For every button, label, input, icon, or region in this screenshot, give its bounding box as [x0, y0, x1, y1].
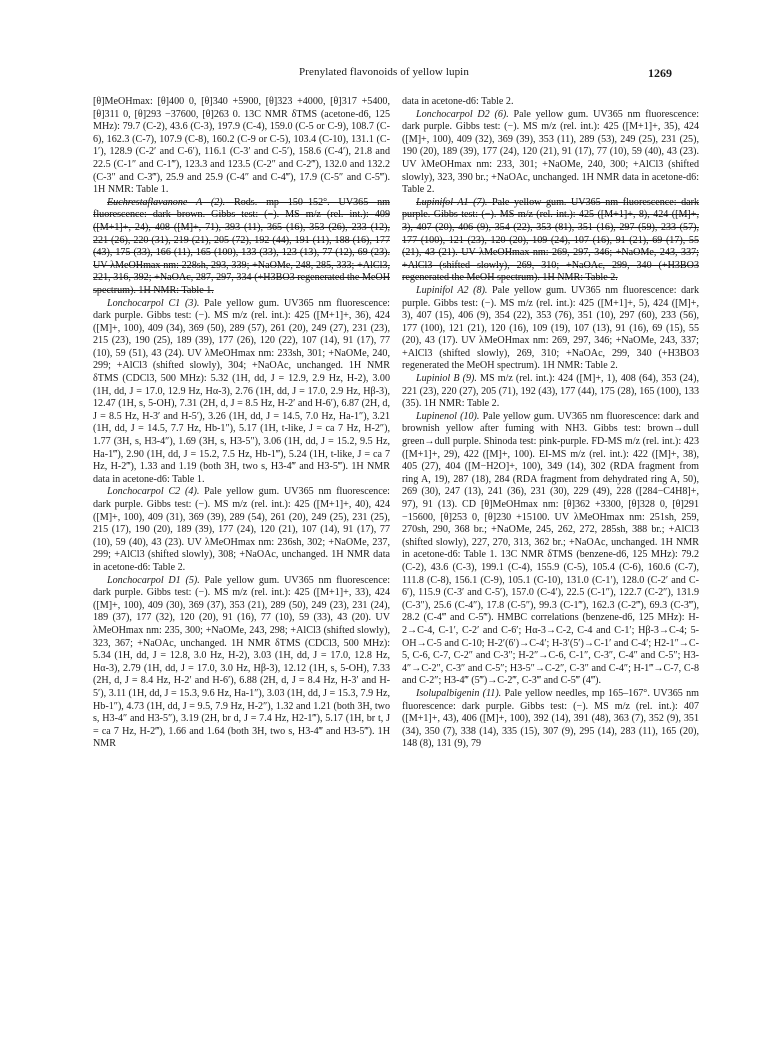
paragraph-compound-9	[402, 373, 699, 411]
compound-name: Lonchocarpol C1 (3).	[107, 297, 200, 309]
compound-name: Lupinifol A2 (8).	[416, 284, 488, 296]
compound-name: Euchrestaflavanone A (2).	[107, 196, 226, 208]
compound-name: Lonchocarpol D2 (6).	[416, 108, 509, 120]
compound-data: Rods. mp 150–152°. UV365 nm fluorescence: dark brown. Gibbs test: (−). MS m/z (rel. int.): 409 ([M+1]+, 24), 408 ([M]+, 71), 393 (11), 365 (16), 353 (26), 233 (12), 221 (26), 220 (31), 219 (21), 205 (72), 192 (44), 191 (11), 188 (16), 177 (43), 175 (33), 166 (11), 165 (100), 133 (33), 123 (13), 77 (12), 69 (23). UV λMeOHmax nm: 228sh, 293, 339; +NaOMe, 248, 285, 333; +AlCl3, 221, 316, 392; +NaOAc, 287, 297, 334 (+H3BO3 regenerated the MeOH spectrum). 1H NMR: Table 1.	[93, 196, 390, 296]
paragraph-compound-6	[402, 109, 699, 197]
paragraph-compound-5	[93, 575, 390, 751]
compound-data: Pale yellow gum. UV365 nm fluorescence: dark purple. Gibbs test: (−). MS m/z (rel. int.): 425 ([M+1]+, 5), 424 ([M]+, 3), 407 (15), 406 (9), 354 (22), 353 (76), 351 (10), 297 (60), 233 (56), 177 (100), 121 (21), 120 (16), 109 (19), 107 (13), 91 (16), 69 (15), 55 (20), 43 (17). UV λMeOHmax nm: 269, 297, 346; +NaOMe, 243, 337; +AlCl3 (shifted slowly), 269, 310; +NaOAc, 299, 340 (+H3BO3 regenerated the MeOH spectrum). 1H NMR: Table 2.	[402, 284, 700, 372]
compound-data: Pale yellow gum. UV365 nm fluorescence: dark purple. Gibbs test: (−). MS m/z (rel. int.): 425 ([M+1]+, 35), 424 ([M]+, 100), 409 (32), 369 (39), 353 (11), 289 (53), 249 (25), 231 (25), 190 (20), 189 (39), 177 (24), 120 (21), 91 (17), 77 (10), 59 (40), 43 (23). UV λMeOHmax nm: 233, 301; +NaOMe, 240, 300; +AlCl3 (shifted slowly), 323, 390 br.; +NaOAc, unchanged. 1H NMR data in acetone-d6: Table 2.	[402, 108, 699, 196]
left-column	[93, 96, 390, 751]
running-title: Prenylated flavonoids of yellow lupin	[299, 66, 469, 78]
paragraph-compound-11	[402, 688, 699, 751]
compound-data: Pale yellow gum. UV365 nm fluorescence: dark purple. Gibbs test: (−). MS m/z (rel. int.): 425 ([M+1]+, 8), 424 ([M]+, 3), 407 (20), 406 (9), 354 (22), 353 (81), 351 (16), 297 (59), 233 (57), 177 (100), 121 (23), 120 (20), 109 (24), 107 (16), 91 (21), 69 (17), 55 (21), 43 (21). UV λMeOHmax nm: 269, 297, 346; +NaOMe, 243, 337; +AlCl3 (shifted slowly), 269, 310; +NaOAc, 299, 340 (+H3BO3 regenerated the MeOH spectrum). 1H NMR: Table 2.	[402, 196, 700, 284]
compound-data: Pale yellow gum. UV365 nm fluorescence: dark purple. Gibbs test: (−). MS m/z (rel. int.): 425 ([M+1]+, 33), 424 ([M]+, 100), 409 (30), 369 (37), 353 (21), 289 (50), 249 (23), 231 (24), 189 (37), 177 (32), 120 (20), 91 (16), 77 (10), 59 (33), 43 (20). UV λMeOHmax nm: 235, 300; +NaOMe, 243, 298; +AlCl3 (shifted slowly), 323, 367; +NaOAc, unchanged. 1H NMR δTMS (CDCl3, 500 MHz): 5.34 (1H, dd, J = 12.8, 3.0 Hz, H-2), 3.03 (1H, dd, J = 17.0, 12.8 Hz, Hα-3), 2.79 (1H, dd, J = 17.0, 3.0 Hz, Hβ-3), 12.12 (1H, s, 5-OH), 7.33 (2H, d, J = 8.4 Hz, H-2′ and H-6′), 6.88 (2H, d, J = 8.4 Hz, H-3′ and H-5′), 3.11 (1H, dd, J = 15.3, 9.6 Hz, Ha-1″), 3.03 (1H, dd, J = 15.3, 7.9 Hz, Hb-1″), 4.73 (1H, dd, J = 9.5, 7.9 Hz, H-2″), 1.32 and 1.21 (both 3H, two s, H3-4″ and H3-5″), 3.19 (2H, br d, J = 7.4 Hz, H2-1‴), 5.17 (1H, br t, J = ca 7 Hz, H-2‴), 1.66 and 1.64 (both 3H, two s, H3-4‴ and H3-5‴). 1H NMR	[93, 574, 390, 750]
compound-data: Pale yellow gum. UV365 nm fluorescence: dark and brownish yellow after fuming with NH3. Gibbs test: brown→dull green→dull purple. Shinoda test: pink-purple. FD-MS m/z (rel. int.): 423 ([M+1]+, 29), 422 ([M]+, 100). EI-MS m/z (rel. int.): 422 ([M]+, 38), 405 (27), 404 ([M−H2O]+, 100), 349 (14), 302 (RDA fragment from ring A, 19), 287 (18), 284 (RDA fragment from dehydrated ring A, 50), 269 (30), 247 (13), 241 (36), 231 (30), 229 (49), 228 ([284−C4H8]+, 97), 91 (13). CD [θ]MeOHmax nm: [θ]362 +3300, [θ]328 0, [θ]291 −15600, [θ]253 0, [θ]230 +15100. UV λMeOHmax nm: 251sh, 259, 270sh, 290, 368 br.; +NaOMe, 245, 262, 272, 285sh, 388 br.; +AlCl3 (shifted slowly), 227, 270, 313, 362 br.; +NaOAc, unchanged. 1H NMR in acetone-d6: Table 1. 13C NMR δTMS (benzene-d6, 125 MHz): 79.2 (C-2), 43.6 (C-3), 199.1 (C-4), 155.9 (C-5), 105.4 (C-6), 160.6 (C-7), 111.8 (C-8), 156.1 (C-9), 105.1 (C-10), 131.0 (C-1′), 128.0 (C-2′ and C-6′), 115.9 (C-3′ and C-5′), 157.0 (C-4′), 22.5 (C-1″), 122.7 (C-2″), 131.9 (C-3″), 25.6 (C-4″), 17.8 (C-5″), 99.3 (C-1‴), 162.3 (C-2‴), 69.3 (C-3‴), 28.2 (C-4‴ and C-5‴). HMBC correlations (benzene-d6, 125 MHz): H-2→C-4, C-1′, C-2′ and C-6′; Hα-3→C-2, C-4 and C-1′; Hβ-3→C-4; 5-OH→C-5 and C-10; H-2′(6′)→C-4′; H-3′(5′)→C-1′ and C-4′; H2-1″→C-5, C-6, C-7, C-2″ and C-3″; H-2″→C-6, C-1″, C-3″, C-4″ and C-5″; H3-4″→C-2″, C-3″ and C-5″; H3-5″→C-2″, C-3″ and C-4″; H-1‴→C-7, C-8 and C-2″; H3-4‴ (5‴)→C-2‴, C-3‴ and C-5‴ (4‴).	[402, 410, 699, 687]
paragraph-compound-10	[402, 411, 699, 688]
compound-name: Lupinenol (10).	[416, 410, 480, 422]
paragraph-continuation: data in acetone-d6: Table 2.	[402, 96, 514, 107]
paragraph-compound-1-data: [θ]MeOHmax: [θ]400 0, [θ]340 +5900, [θ]323 +4000, [θ]317 +5400, [θ]311 0, [θ]293 −37600, [θ]263 0. 13C NMR δTMS (acetone-d6, 125 MHz): 79.7 (C-2), 43.6 (C-3), 197.9 (C-4), 159.0 (C-5 or C-9), 108.7 (C-6), 162.3 (C-7), 107.9 (C-8), 160.2 (C-9 or C-5), 103.4 (C-10), 131.1 (C-1′), 128.9 (C-2′ and C-6′), 116.1 (C-3′ and C-5′), 158.6 (C-4′), 21.8 and 22.5 (C-1″ and C-1‴), 123.3 and 123.5 (C-2″ and C-2‴), 132.0 and 132.2 (C-3″ and C-3‴), 25.9 and 25.9 (C-4″ and C-4‴), 17.9 (C-5″ and C-5‴). 1H NMR: Table 1.	[93, 96, 390, 196]
right-column	[402, 96, 699, 751]
compound-data: Pale yellow needles, mp 165–167°. UV365 nm fluorescence: dark purple. Gibbs test: (−). MS m/z (rel. int.): 407 ([M+1]+, 43), 406 ([M]+, 100), 392 (14), 391 (48), 363 (7), 352 (9), 351 (34), 350 (7), 338 (14), 335 (15), 307 (9), 295 (14), 283 (11), 165 (20), 148 (8), 131 (9), 79	[402, 687, 699, 750]
paragraph-compound-7	[402, 197, 699, 285]
compound-data: Pale yellow gum. UV365 nm fluorescence: dark purple. Gibbs test: (−). MS m/z (rel. int.): 425 ([M+1]+, 36), 424 ([M]+, 100), 409 (34), 369 (50), 289 (57), 261 (20), 249 (27), 231 (23), 215 (23), 190 (25), 189 (39), 177 (26), 120 (22), 107 (14), 91 (17), 77 (10), 59 (51), 43 (24). UV λMeOHmax nm: 233sh, 301; +NaOMe, 240, 299; +AlCl3 (shifted slowly), 304; +NaOAc, unchanged. 1H NMR δTMS (CDCl3, 500 MHz): 5.32 (1H, dd, J = 12.9, 2.9 Hz, H-2), 3.00 (1H, dd, J = 17.0, 12.9 Hz, Hα-3), 2.76 (1H, dd, J = 17.0, 2.9 Hz, Hβ-3), 12.47 (1H, s, 5-OH), 7.31 (2H, d, J = 8.5 Hz, H-2′ and H-6′), 6.87 (2H, d, J = 8.5 Hz, H-3′ and H-5′), 3.26 (1H, dd, J = 14.5, 7.0 Hz, Ha-1″), 3.21 (1H, dd, J = 14.5, 7.7 Hz, Hb-1″), 5.17 (1H, t-like, J = ca 7 Hz, H-2″), 1.77 (3H, s, H3-4″), 1.69 (3H, s, H3-5″), 3.06 (1H, dd, J = 15.2, 9.5 Hz, Ha-1‴), 2.90 (1H, dd, J = 15.2, 7.5 Hz, Hb-1‴), 5.24 (1H, t-like, J = ca 7 Hz, H-2‴), 1.33 and 1.19 (both 3H, two s, H3-4‴ and H3-5‴). 1H NMR data in acetone-d6: Table 1.	[93, 297, 390, 485]
paragraph-compound-2	[93, 197, 390, 298]
compound-name: Lonchocarpol C2 (4).	[107, 486, 200, 498]
compound-data: MS m/z (rel. int.): 424 ([M]+, 1), 408 (64), 353 (24), 221 (23), 220 (27), 205 (71), 192 (43), 177 (44), 175 (28), 165 (100), 133 (35). 1H NMR: Table 2.	[402, 373, 699, 410]
compound-name: Lupiniol B (9).	[416, 373, 477, 385]
paragraph-compound-3	[93, 298, 390, 487]
paragraph-compound-8	[402, 285, 699, 373]
paragraph-compound-4	[93, 486, 390, 574]
compound-name: Lupinifol A1 (7).	[416, 196, 488, 208]
compound-data: Pale yellow gum. UV365 nm fluorescence: dark purple. Gibbs test: (−). MS m/z (rel. int.): 425 ([M+1]+, 40), 424 ([M]+, 100), 409 (31), 369 (39), 289 (54), 261 (20), 249 (25), 231 (25), 215 (17), 190 (20), 189 (39), 177 (24), 120 (21), 107 (14), 91 (17), 77 (10), 59 (40), 43 (23). UV λMeOHmax nm: 236sh, 302; +NaOMe, 237, 299; +AlCl3 (shifted slowly), 308; +NaOAc, unchanged. 1H NMR data in acetone-d6: Table 2.	[93, 486, 390, 573]
page-number: 1269	[648, 66, 672, 80]
compound-name: Isolupalbigenin (11).	[416, 687, 502, 699]
compound-name: Lonchocarpol D1 (5).	[107, 574, 200, 586]
